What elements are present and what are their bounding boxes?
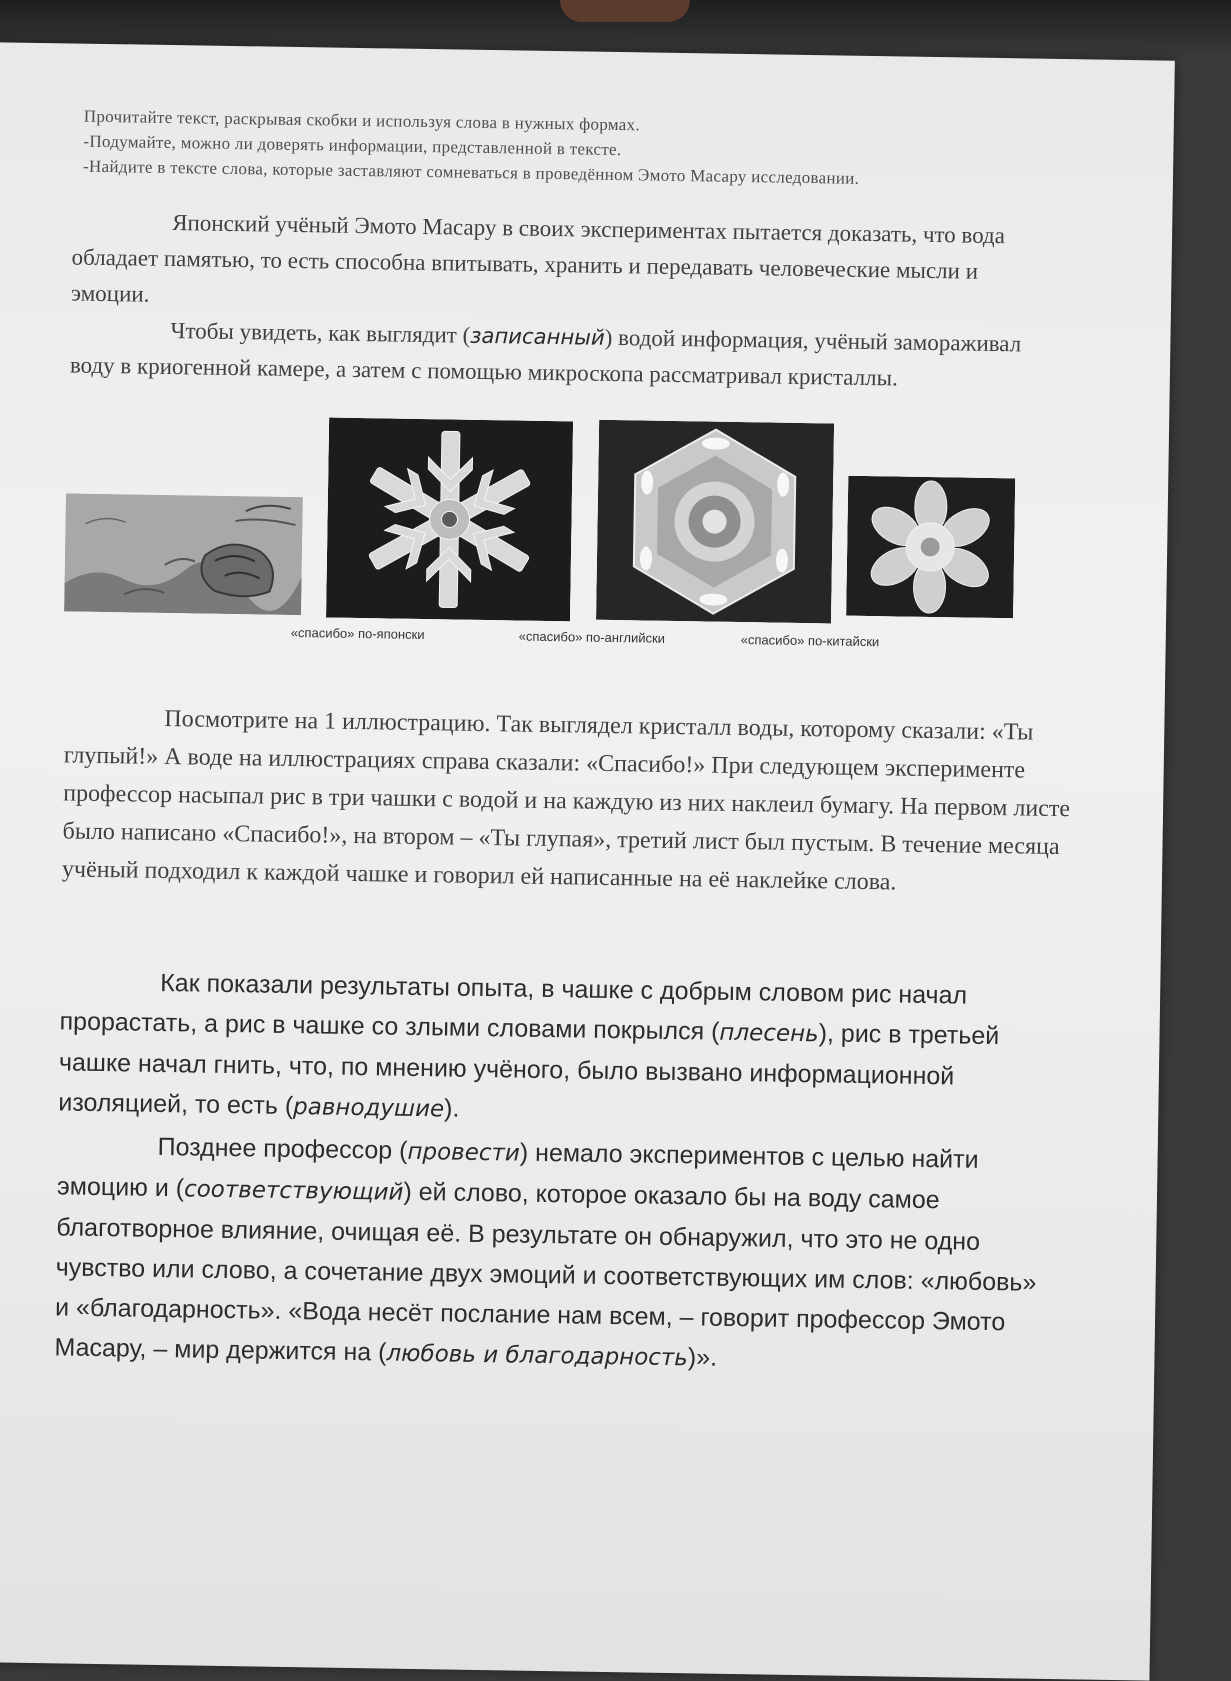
paragraph-results: Как показали результаты опыта, в чашке с добрым словом рис начал прорастать, а рис в чашке со злыми словами покрылся (плесень), рис в третьей чашке начал гнить, что, по мнению учёного, было вызвано информационной изоляцией, то есть (равнодушие). <box>58 968 1000 1123</box>
bracket-word: записанный <box>470 322 605 350</box>
caption-chinese: «спасибо» по-китайски <box>740 632 880 650</box>
crystal-image-english <box>596 420 834 624</box>
bracket-word: плесень <box>719 1019 819 1048</box>
crystal-image-chinese <box>846 476 1015 619</box>
paragraph-method: Чтобы увидеть, как выглядит (записанный) водой информация, учёный замораживал воду в криогенной камере, а затем с помощью микроскопа рассматривал кристаллы. <box>69 318 1022 391</box>
paragraph-conclusion: Позднее профессор (провести) немало экспериментов с целью найти эмоцию и (соответствующий) ей слово, которое оказало бы на воду самое благотворное влияние, очищая её. В результате он обнаружил, что это не одно чувство или слово, а сочетание двух эмоций и соответствующих им слов: «любовь» и «благодарность». «Вода несёт послание нам всем, – говорит профессор Эмото Масару, – мир держится на (любовь и благодарность)». <box>54 1132 1037 1372</box>
background-object <box>560 0 690 22</box>
task-instructions <box>83 104 1064 194</box>
crystal-image-japanese <box>326 418 573 622</box>
crystal-image-stupid <box>64 493 303 615</box>
paper-sheet <box>0 42 1175 1681</box>
paragraph-intro: Японский учёный Эмото Масару в своих экспериментах пытается доказать, что вода обладает памятью, то есть способна впитывать, хранить и передавать человеческие мысли и эмоции. <box>70 210 1006 307</box>
bracket-word: равнодушие <box>292 1094 445 1123</box>
bracket-word: провести <box>407 1138 521 1167</box>
bracket-word: любовь и благодарность <box>386 1340 689 1372</box>
caption-japanese: «спасибо» по-японски <box>290 624 425 643</box>
caption-english: «спасибо» по-английски <box>518 628 666 646</box>
instruction-line: Прочитайте текст, раскрывая скобки и используя слова в нужных формах. <box>83 106 641 135</box>
instruction-line: -Подумайте, можно ли доверять информации, представленной в тексте. <box>83 131 622 160</box>
instruction-line: -Найдите в тексте слова, которые заставляют сомневаться в проведённом Эмото Масару исследовании. <box>82 156 860 188</box>
bracket-word: соответствующий <box>183 1176 404 1206</box>
paragraph-experiment: Посмотрите на 1 иллюстрацию. Так выглядел кристалл воды, которому сказали: «Ты глупый!» А воде на иллюстрациях справа сказали: «Спасибо!» При следующем эксперименте профессор насыпал рис в три чашки с водой и на каждую из них наклеил бумагу. На первом листе было написано «Спасибо!», на втором – «Ты глупая», третий лист был пустым. В течение месяца учёный подходил к каждой чашке и говорил ей написанные на её наклейке слова. <box>61 705 1071 896</box>
